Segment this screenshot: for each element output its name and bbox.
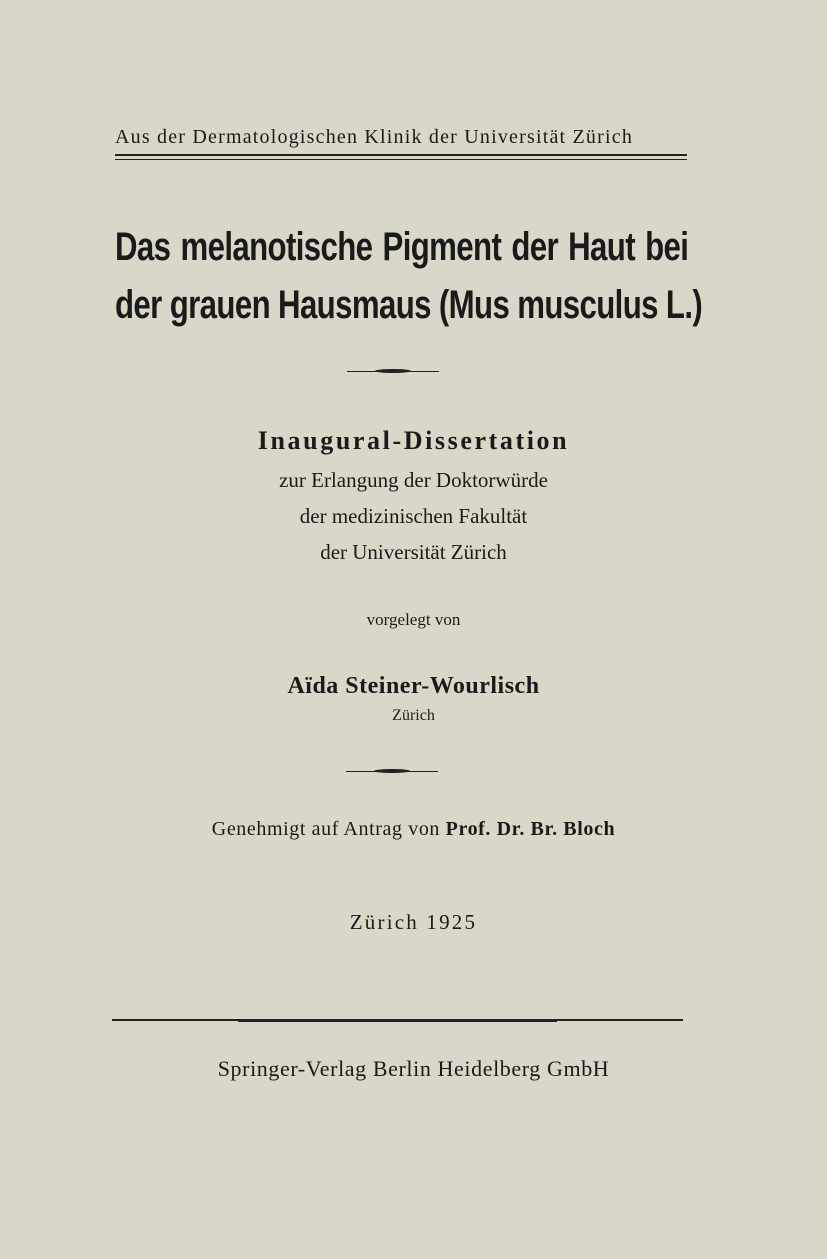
author-name: Aïda Steiner-Wourlisch — [287, 673, 540, 699]
ornament-divider-bottom — [346, 768, 438, 774]
series-heading: Aus der Dermatologischen Klinik der Universität Zürich — [115, 126, 634, 148]
book-title-line-1: Das melanotische Pigment der Haut bei — [115, 225, 689, 269]
approval-text: Genehmigt auf Antrag von — [211, 818, 441, 840]
header-rule-bottom — [115, 159, 687, 160]
ornament-divider-top — [347, 368, 439, 374]
dissertation-line-3: der Universität Zürich — [320, 540, 507, 564]
dissertation-line-1: zur Erlangung der Doktorwürde — [279, 468, 548, 492]
place-and-year: Zürich 1925 — [349, 910, 478, 934]
approval-statement — [0, 818, 827, 841]
author-city: Zürich — [392, 707, 435, 724]
dissertation-heading: Inaugural-Dissertation — [257, 426, 570, 455]
submitted-by: vorgelegt von — [366, 610, 461, 629]
publisher-name: Springer-Verlag Berlin Heidelberg GmbH — [217, 1056, 610, 1081]
dissertation-line-2: der medizinischen Fakultät — [299, 504, 528, 528]
advisor-name: Prof. Dr. Br. Bloch — [445, 818, 616, 840]
publisher-rule — [112, 1019, 683, 1021]
book-title-line-2: der grauen Hausmaus (Mus musculus L.) — [115, 283, 703, 327]
header-rule-top — [115, 154, 687, 156]
